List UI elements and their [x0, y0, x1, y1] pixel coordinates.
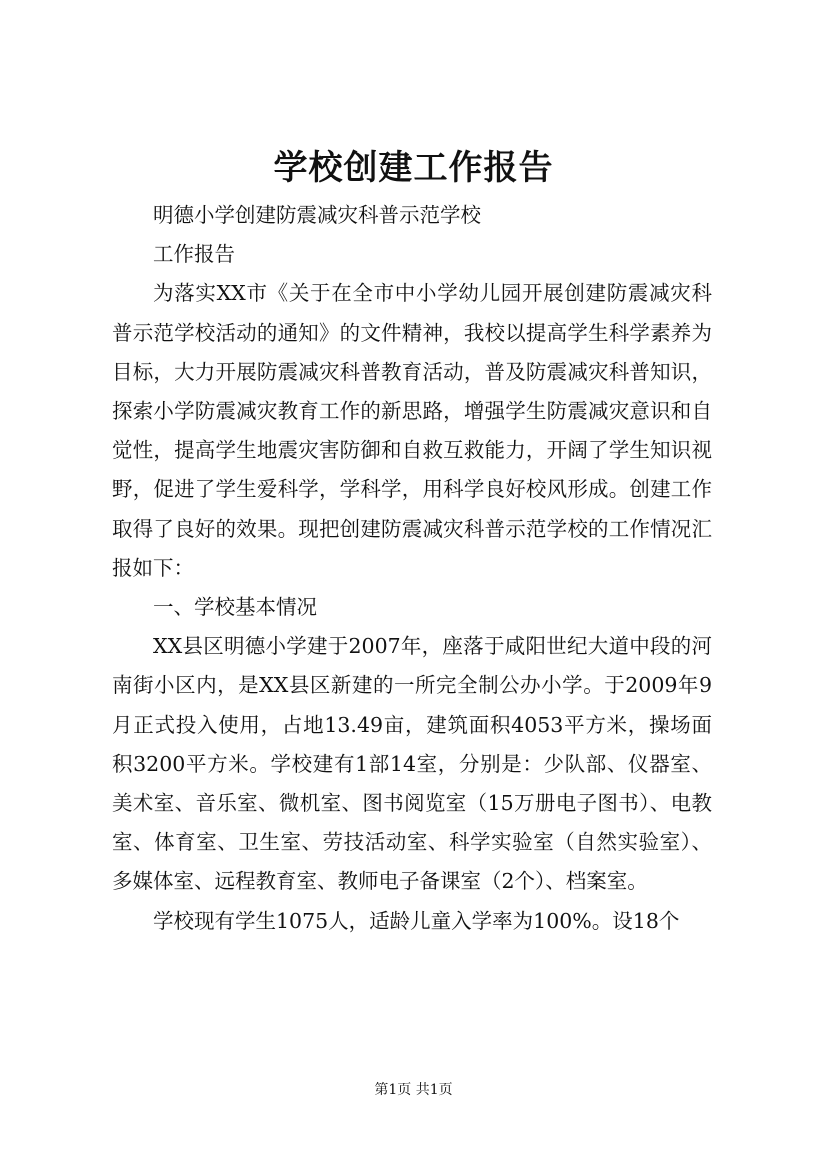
document-title: 学校创建工作报告 — [273, 148, 554, 188]
page-footer: 第1页 共1页 — [374, 1082, 453, 1098]
section-heading-basic-info: 一、学校基本情况 — [153, 595, 317, 620]
subtitle-report: 工作报告 — [153, 242, 235, 267]
students-paragraph: 学校现有学生1075人，适龄儿童入学率为100%。设18个 — [153, 908, 680, 933]
intro-paragraph: 为落实XX市《关于在全市中小学幼儿园开展创建防震减灾科普示范学校活动的通知》的文件精神，我校以提高学生科学素养为目标，大力开展防震减灾科普教育活动，普及防震减灾科普知识，探索小学防震减灾教育工作的新思路，增强学生防震减灾意识和自觉性，提高学生地震灾害防御和自救互救能力，开阔了学生知识视野，促进了学生爱科学，学科学，用科学良好校风形成。创建工作取得了良好的效果。现把创建防震减灾科普示范学校的工作情况汇报如下： — [112, 281, 712, 580]
document-body — [112, 196, 712, 941]
school-info-paragraph: XX县区明德小学建于2007年，座落于咸阳世纪大道中段的河南街小区内，是XX县区新建的一所完全制公办小学。于2009年9月正式投入使用，占地13.49亩，建筑面积4053平方米，操场面积3200平方米。学校建有1部14室，分别是：少队部、仪器室、美术室、音乐室、微机室、图书阅览室（15万册电子图书）、电教室、体育室、卫生室、劳技活动室、科学实验室（自然实验室）、多媒体室、远程教育室、教师电子备课室（2个）、档案室。 — [112, 634, 712, 894]
subtitle-school: 明德小学创建防震减灾科普示范学校 — [153, 203, 481, 227]
